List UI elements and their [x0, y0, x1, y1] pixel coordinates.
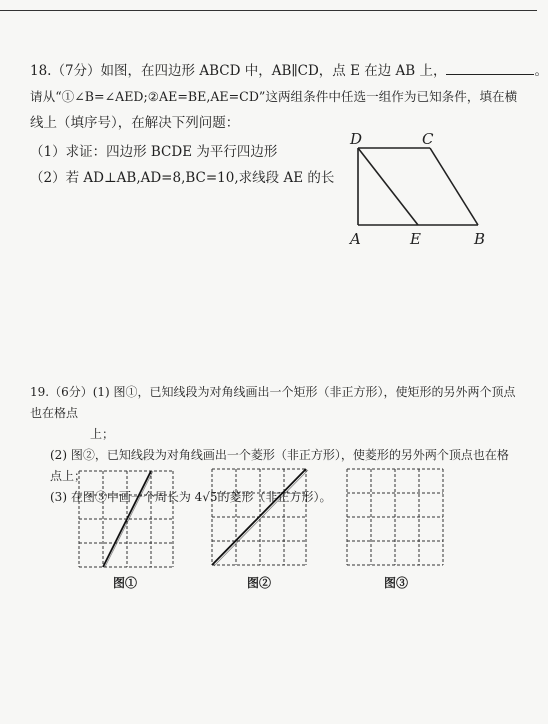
label-d: D: [350, 130, 363, 148]
q19-line-1: 19.（6分）(1) 图①，已知线段为对角线画出一个矩形（非正方形），使矩形的另外两个顶点也在格点: [30, 385, 516, 420]
grid-figure-3: [345, 467, 445, 571]
diagonal-segment-2: [212, 469, 306, 565]
page-top-rule: [0, 10, 537, 11]
q18-line1-end: 。: [534, 63, 548, 79]
caption-figure-3: 图③: [383, 576, 408, 590]
q18-line-1: [30, 58, 548, 84]
grid-figure-1: [77, 467, 175, 571]
grid-figures: [0, 467, 537, 607]
q18-line-3: 线上（填序号），在解决下列问题：: [30, 115, 240, 131]
q18-sub-question-1: （1）求证：四边形 BCDE 为平行四边形: [30, 144, 278, 160]
caption-figure-2: 图②: [246, 576, 271, 590]
label-a: A: [350, 230, 361, 248]
q18-intro: 18.（7分）如图，在四边形 ABCD 中，AB∥CD，点 E 在边 AB 上，: [30, 63, 447, 79]
q18-line-2: 请从“①∠B=∠AED;②AE=BE,AE=CD”这两组条件中任选一组作为已知条件，填在横: [30, 89, 518, 104]
label-b: B: [474, 230, 486, 248]
caption-figure-1: 图①: [112, 576, 137, 590]
q18-answer-blank[interactable]: [446, 60, 534, 75]
grid-figure-2: [208, 467, 308, 573]
label-c: C: [422, 130, 434, 148]
quadrilateral-figure: [340, 128, 500, 253]
segment-cb: [430, 148, 478, 225]
question-18: [30, 58, 548, 136]
q18-sub-question-2: （2）若 AD⊥AB,AD=8,BC=10,求线段 AE 的长: [30, 170, 335, 186]
label-e: E: [410, 230, 421, 248]
q19-line-1b: 上；: [90, 427, 115, 441]
q19-line-2: (2) 图②，已知线段为对角线画出一个菱形（非正方形），使菱形的另外两个顶点也在格点上；: [50, 448, 509, 483]
segment-de: [358, 148, 418, 225]
q19-line-3: (3) 在图③中画一个周长为 4√5的菱形（非正方形）。: [50, 490, 332, 504]
